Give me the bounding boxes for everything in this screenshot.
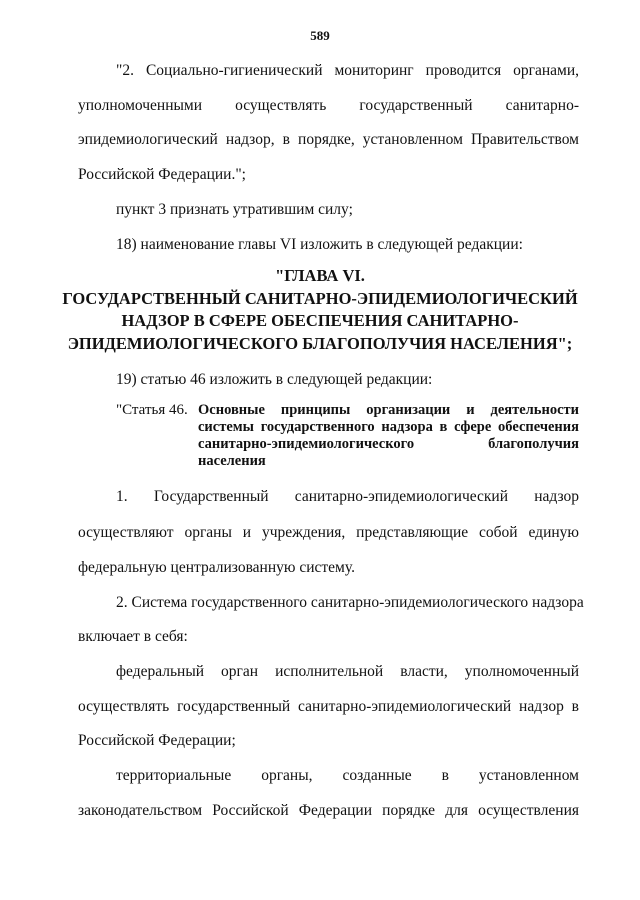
page-number: 589 — [310, 28, 330, 43]
paragraph-line: Российской Федерации; — [78, 732, 236, 749]
paragraph-line: 19) статью 46 изложить в следующей редакции: — [116, 371, 433, 388]
paragraph-line: федеральную централизованную систему. — [78, 559, 355, 576]
article-title-line: населения — [198, 453, 266, 469]
paragraph-line: территориальные органы, созданные в установленном — [116, 767, 579, 784]
article-title-line: санитарно-эпидемиологического благополучия — [198, 436, 579, 452]
article-title-line: Основные принципы организации и деятельности — [198, 402, 579, 418]
paragraph-line: пункт 3 признать утратившим силу; — [116, 201, 353, 218]
article-title-line: системы государственного надзора в сфере обеспечения — [198, 419, 579, 435]
paragraph-line: включает в себя: — [78, 628, 188, 645]
paragraph-line: 1. Государственный санитарно-эпидемиологический надзор — [116, 488, 579, 505]
chapter-heading-line: ГОСУДАРСТВЕННЫЙ САНИТАРНО-ЭПИДЕМИОЛОГИЧЕСКИЙ — [62, 289, 578, 308]
paragraph-line: эпидемиологический надзор, в порядке, установленном Правительством — [78, 131, 579, 148]
paragraph-line: 2. Система государственного санитарно-эпидемиологического надзора — [116, 594, 584, 611]
chapter-heading-line: НАДЗОР В СФЕРЕ ОБЕСПЕЧЕНИЯ САНИТАРНО- — [121, 311, 519, 330]
paragraph-line: осуществляют органы и учреждения, представляющие собой единую — [78, 524, 579, 541]
paragraph-line: "2. Социально-гигиенический мониторинг проводится органами, — [116, 62, 579, 79]
chapter-heading-line: "ГЛАВА VI. — [275, 266, 365, 285]
paragraph-line: Российской Федерации."; — [78, 166, 246, 183]
paragraph-line: осуществлять государственный санитарно-эпидемиологический надзор в — [78, 698, 579, 715]
chapter-heading-line: ЭПИДЕМИОЛОГИЧЕСКОГО БЛАГОПОЛУЧИЯ НАСЕЛЕНИЯ"; — [67, 334, 573, 353]
article-prefix: "Статья 46. — [116, 402, 188, 418]
paragraph-line: уполномоченными осуществлять государственный санитарно- — [78, 97, 579, 114]
paragraph-line: федеральный орган исполнительной власти, уполномоченный — [116, 663, 579, 680]
paragraph-line: законодательством Российской Федерации порядке для осуществления — [78, 802, 579, 819]
paragraph-line: 18) наименование главы VI изложить в следующей редакции: — [116, 236, 523, 253]
